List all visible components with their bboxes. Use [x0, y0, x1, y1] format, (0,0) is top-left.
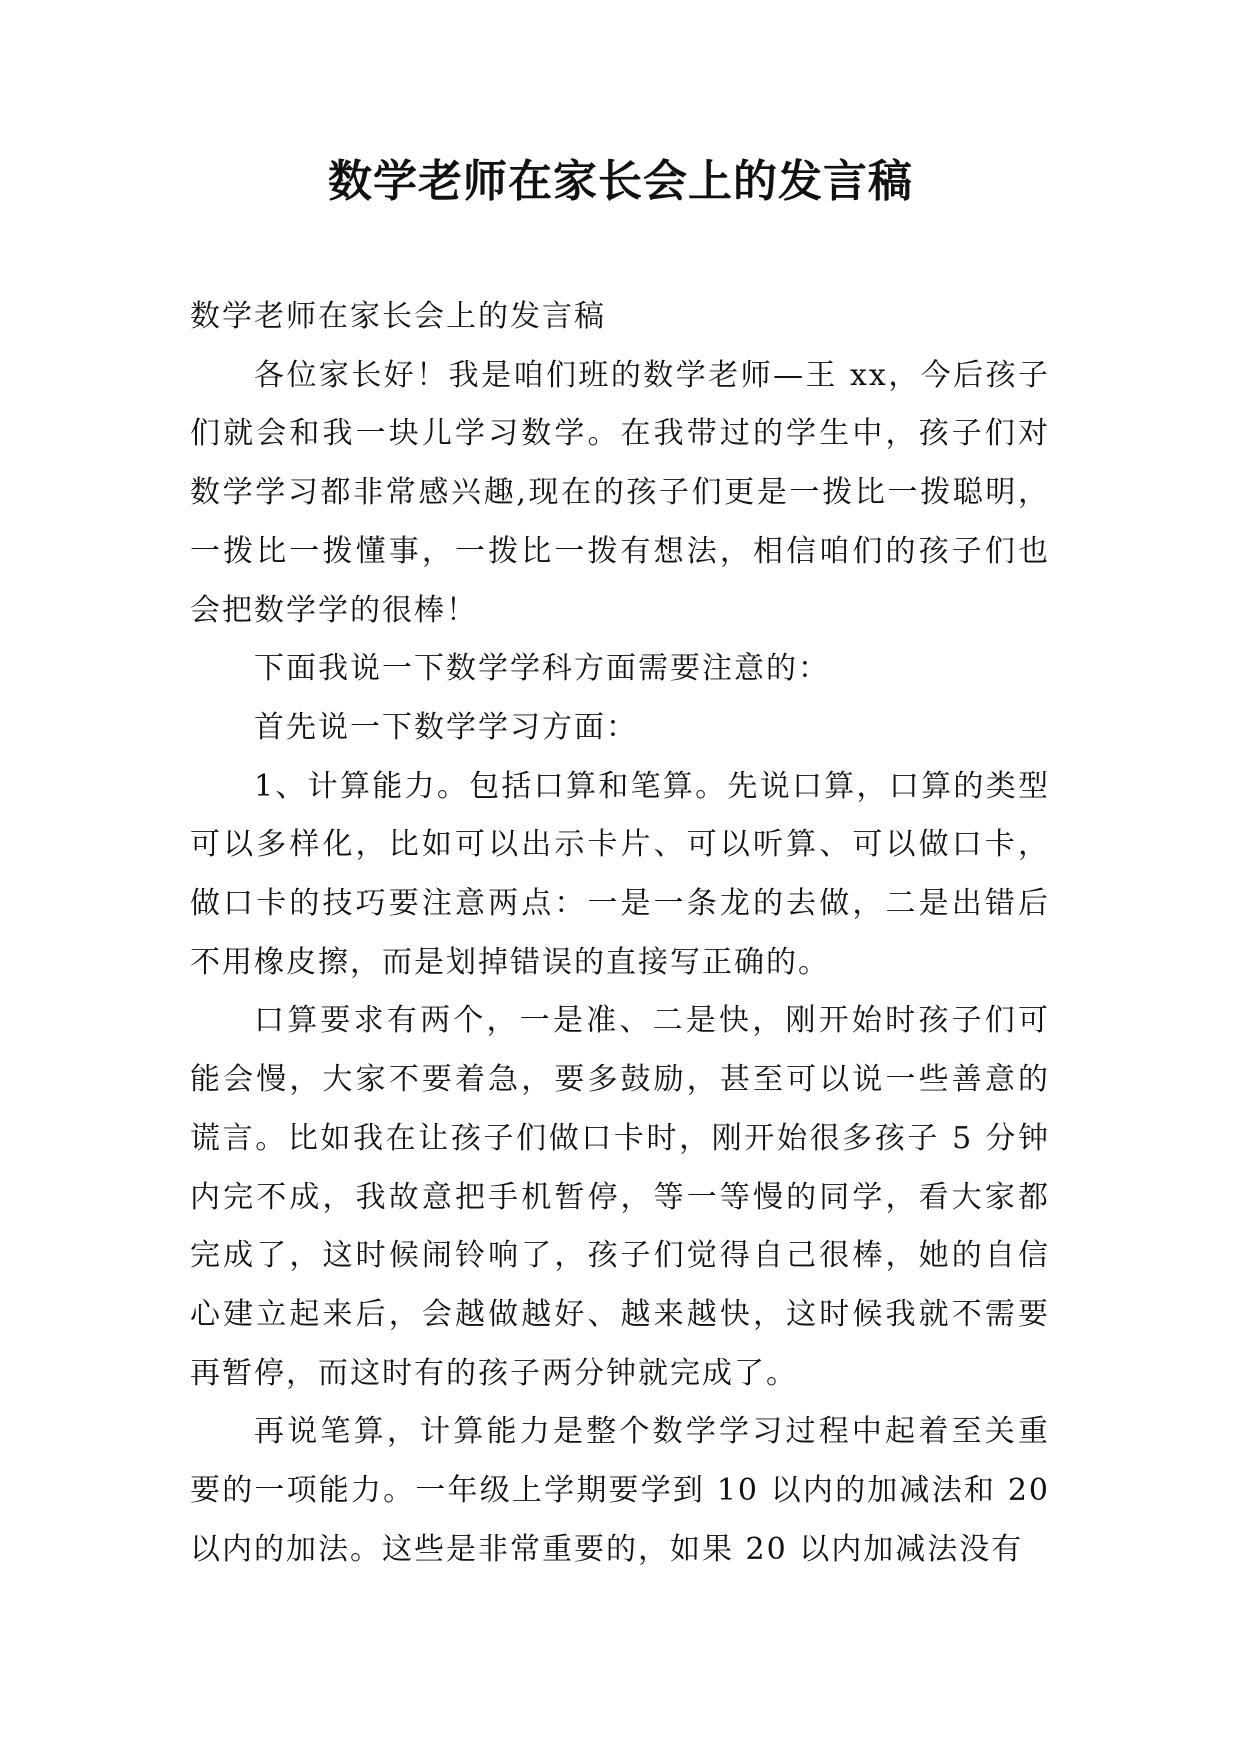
document-title: 数学老师在家长会上的发言稿: [328, 156, 913, 207]
paragraph-mental-math: 口算要求有两个，一是准、二是快，刚开始时孩子们可能会慢，大家不要着急，要多鼓励，甚至可以说一些善意的谎言。比如我在让孩子们做口卡时，刚开始很多孩子 5 分钟内完不成，我故意把手机暂停，等一等慢的同学，看大家都完成了，这时候闹铃响了，孩子们觉得自己很棒，她的自信心建立起来后，会越做越好、越来越快，这时候我就不需要再暂停，而这时有的孩子两分钟就完成了。: [190, 1003, 1050, 1391]
paragraph-greeting: 各位家长好！我是咱们班的数学老师—王 xx，今后孩子们就会和我一块儿学习数学。在我带过的学生中，孩子们对数学学习都非常感兴趣,现在的孩子们更是一拨比一拨聪明，一拨比一拨懂事，一拨比一拨有想法，相信咱们的孩子们也会把数学学的很棒！: [190, 357, 1050, 628]
paragraph-intro: 下面我说一下数学学科方面需要注意的：: [254, 651, 830, 687]
paragraph-written-math: 再说笔算，计算能力是整个数学学习过程中起着至关重要的一项能力。一年级上学期要学到 10 以内的加减法和 20 以内的加法。这些是非常重要的，如果 20 以内加减法没有: [190, 1414, 1050, 1567]
paragraph-section-heading: 首先说一下数学学习方面：: [254, 709, 638, 745]
paragraph-calculation: 1、计算能力。包括口算和笔算。先说口算，口算的类型可以多样化，比如可以出示卡片、可以听算、可以做口卡，做口卡的技巧要注意两点：一是一条龙的去做，二是出错后不用橡皮擦，而是划掉错误的直接写正确的。: [190, 768, 1050, 980]
document-body: [190, 288, 1050, 1579]
body-heading: 数学老师在家长会上的发言稿: [190, 299, 606, 334]
